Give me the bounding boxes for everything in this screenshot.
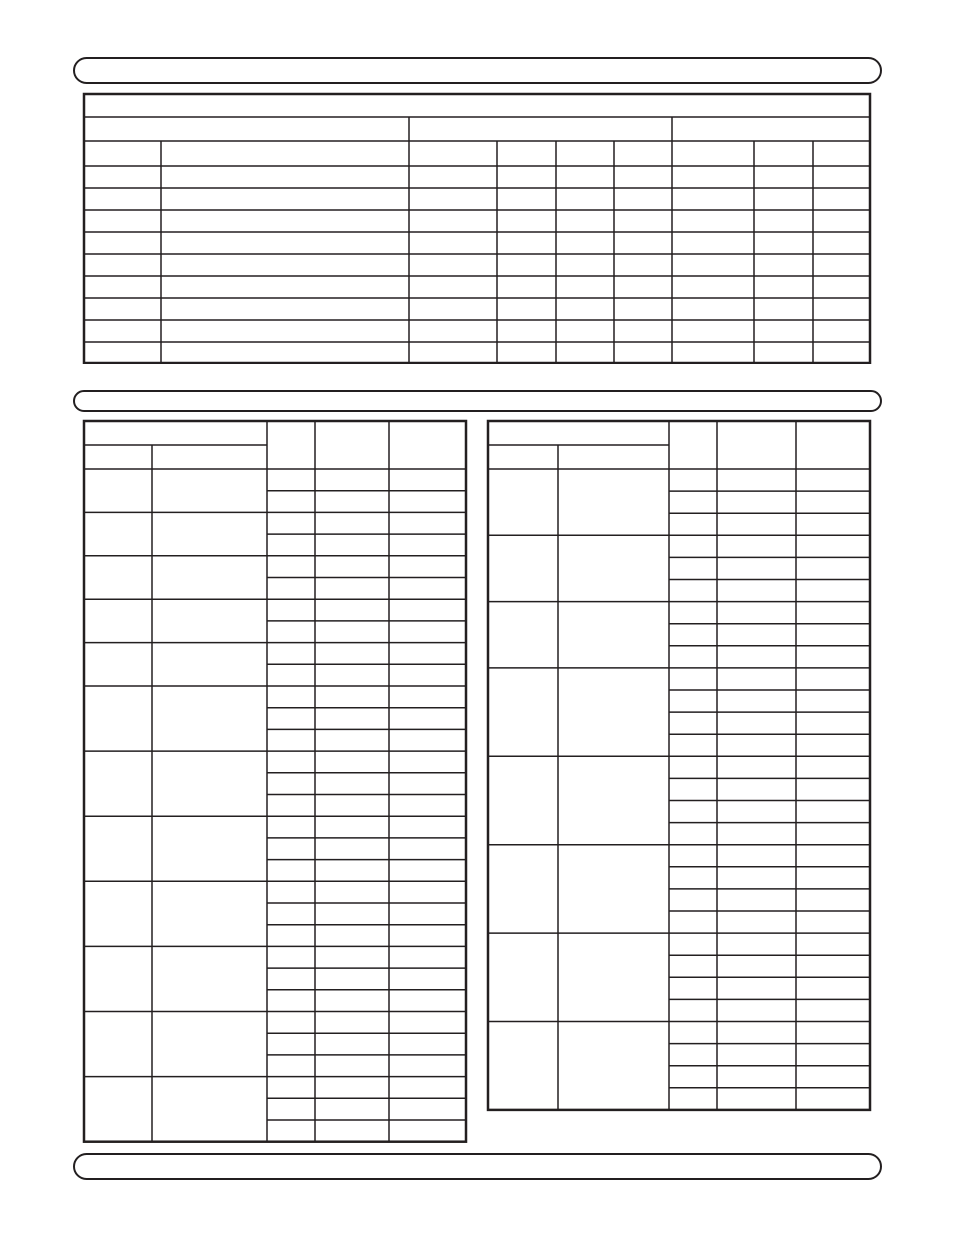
- top-table: [80, 90, 874, 364]
- right-table: [484, 417, 876, 1113]
- top-table-border: [84, 94, 870, 363]
- left-table: [80, 417, 472, 1147]
- middle-section-banner: [73, 390, 882, 412]
- right-svg-border: [488, 421, 870, 1110]
- bottom-section-banner: [73, 1153, 882, 1180]
- top-section-banner: [73, 57, 882, 84]
